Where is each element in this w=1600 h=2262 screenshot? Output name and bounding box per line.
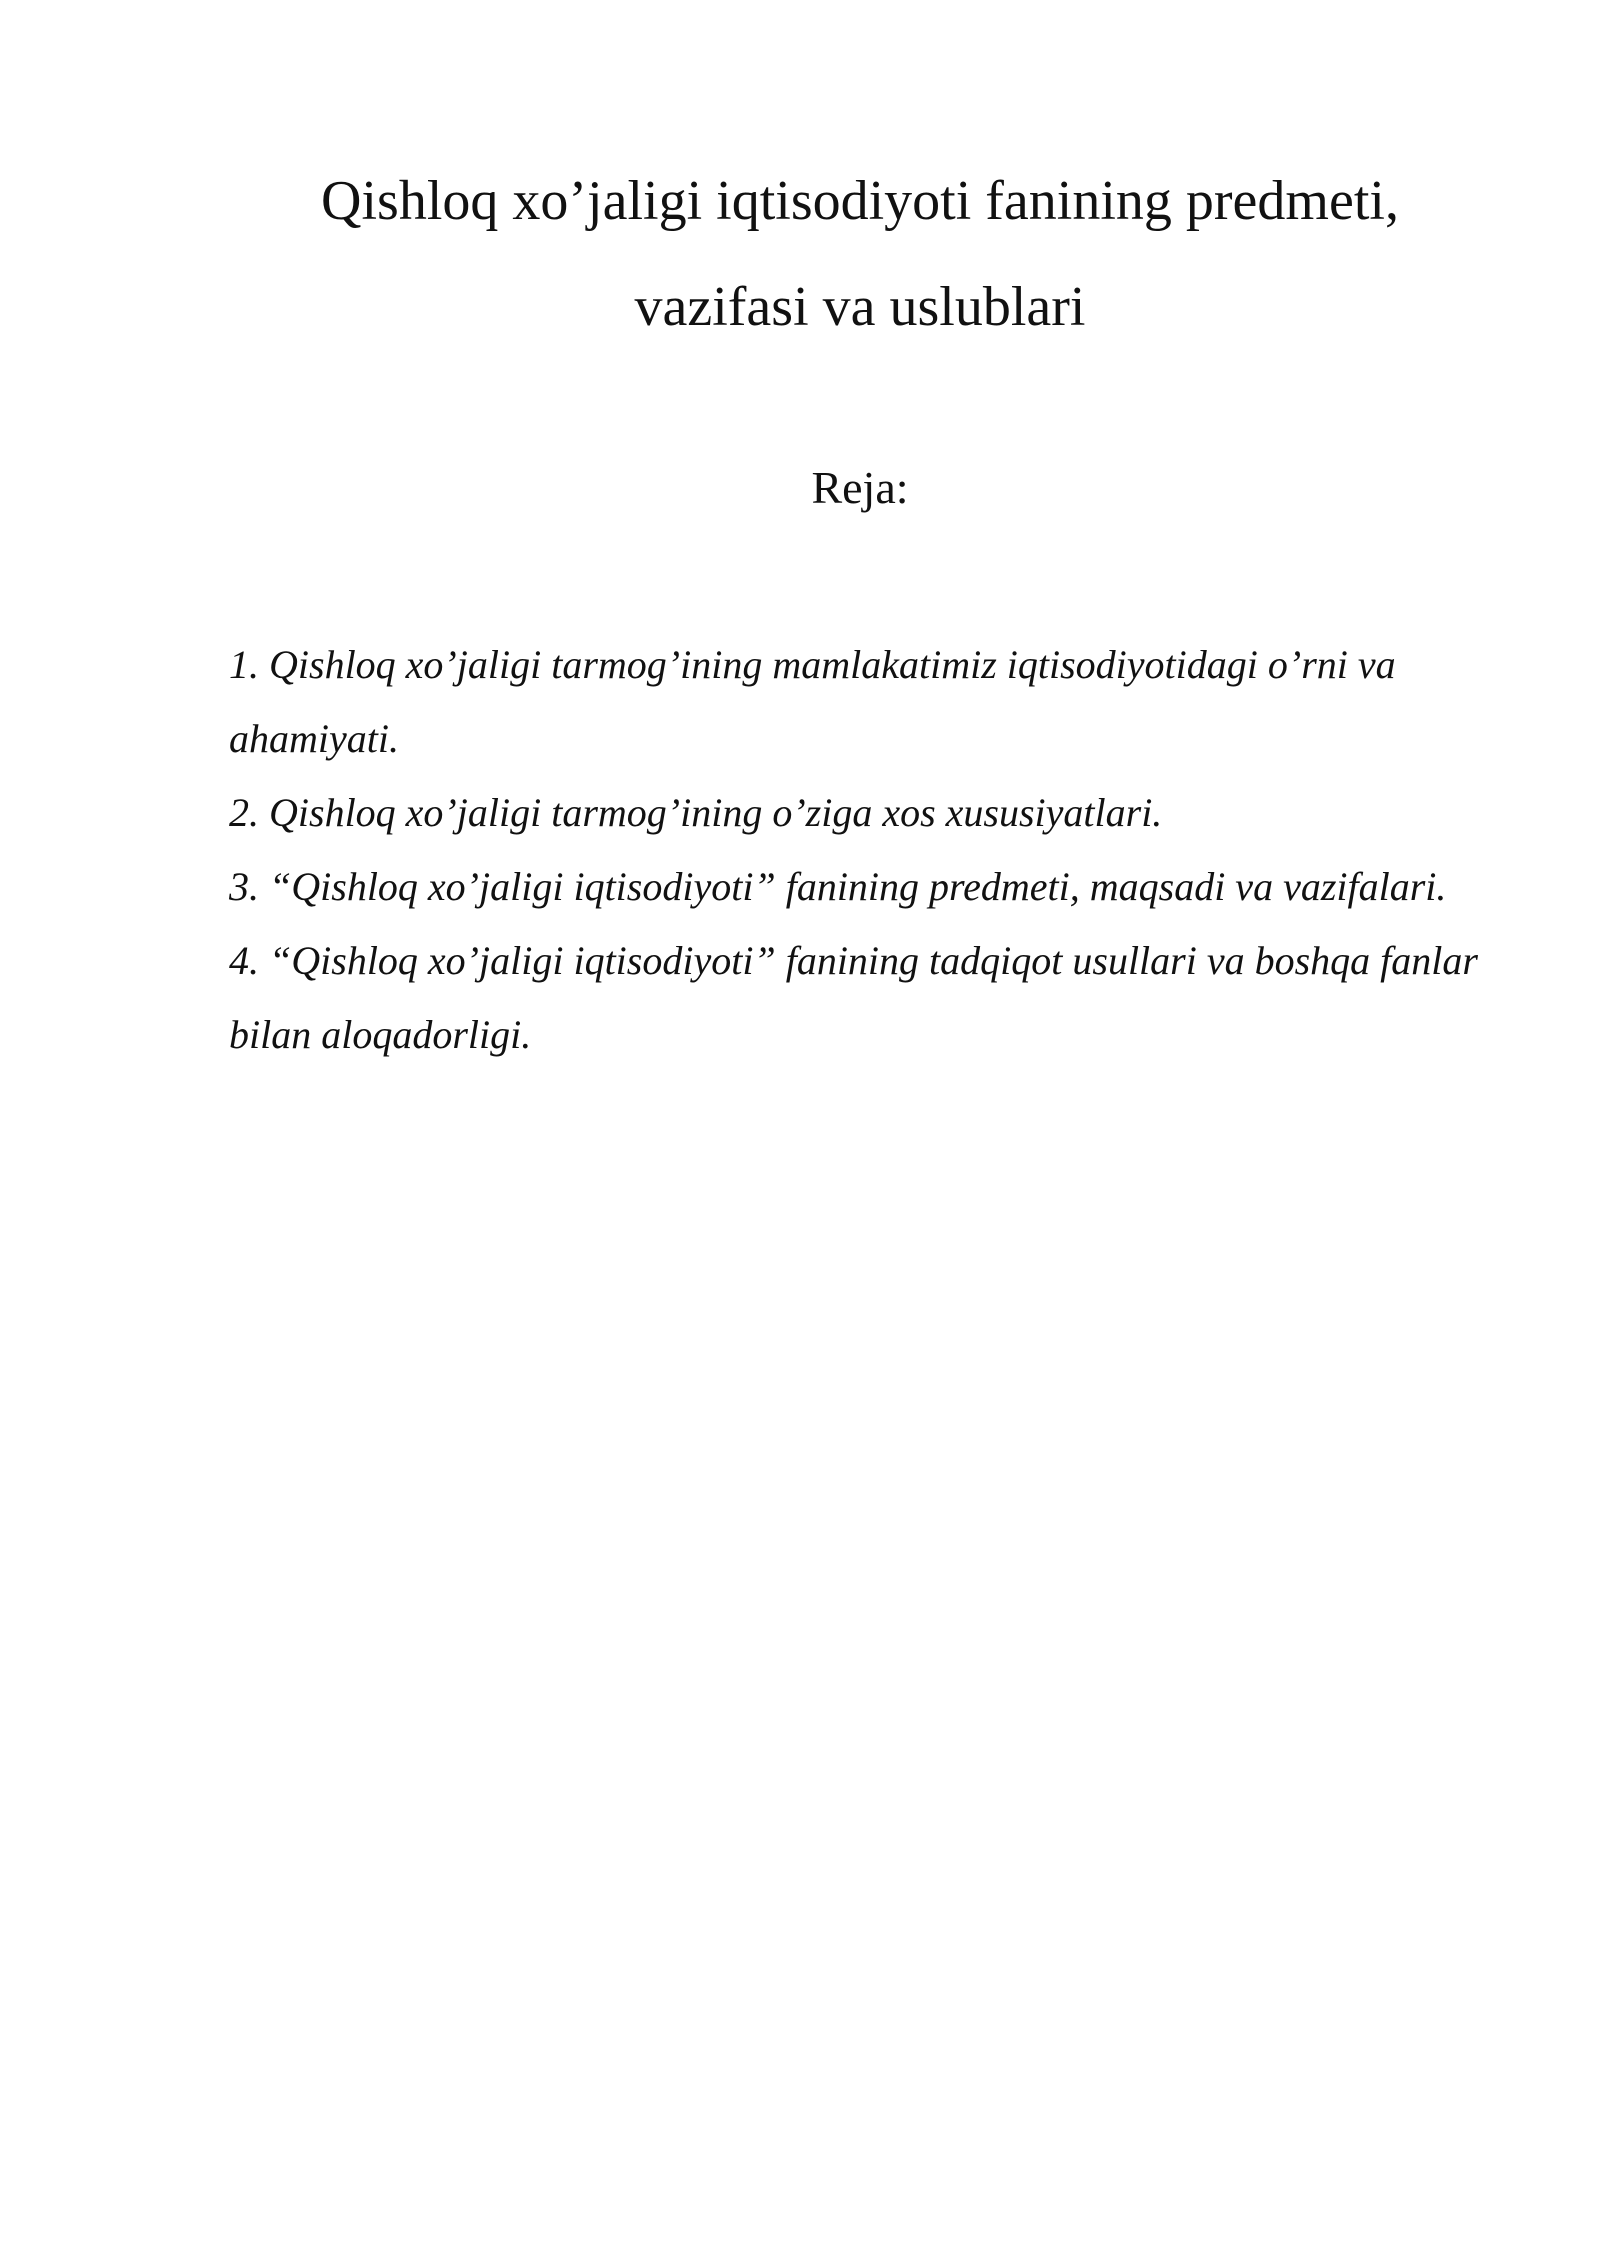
plan-item-4: 4. “Qishloq xo’jaligi iqtisodiyoti” fanining tadqiqot usullari va boshqa fanlar bilan aloqadorligi. [229, 938, 1478, 1057]
page-title-line-2: vazifasi va uslublari [634, 276, 1086, 338]
plan-list [229, 628, 1529, 1072]
plan-heading: Reja: [811, 462, 909, 513]
plan-item-3: 3. “Qishloq xo’jaligi iqtisodiyoti” fanining predmeti, maqsadi va vazifalari. [229, 864, 1447, 909]
plan-item-1: 1. Qishloq xo’jaligi tarmog’ining mamlakatimiz iqtisodiyotidagi o’rni va ahamiyati. [229, 642, 1396, 761]
page-title-line-1: Qishloq xo’jaligi iqtisodiyoti fanining predmeti, [321, 170, 1399, 232]
plan-item-2: 2. Qishloq xo’jaligi tarmog’ining o’ziga xos xususiyatlari. [229, 790, 1163, 835]
page-title [0, 148, 1600, 360]
